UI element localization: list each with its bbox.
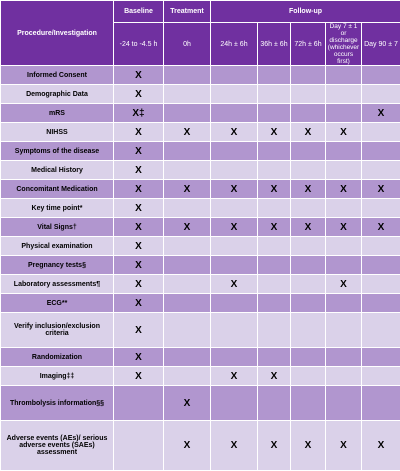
schedule-cell: X xyxy=(211,367,258,386)
table-row xyxy=(1,123,400,142)
schedule-cell xyxy=(362,123,400,142)
schedule-cell: X‡ xyxy=(114,104,164,123)
treatment-header: Treatment xyxy=(164,1,211,23)
row-label: Adverse events (AEs)/ serious adverse events (SAEs) assessment xyxy=(1,421,114,471)
schedule-cell xyxy=(211,85,258,104)
schedule-cell xyxy=(211,313,258,348)
table-row xyxy=(1,421,400,471)
schedule-cell: X xyxy=(326,218,362,237)
table-row xyxy=(1,66,400,85)
table-row xyxy=(1,348,400,367)
schedule-cell xyxy=(362,386,400,421)
schedule-cell xyxy=(326,66,362,85)
schedule-cell xyxy=(291,275,326,294)
schedule-cell xyxy=(211,104,258,123)
schedule-cell xyxy=(291,142,326,161)
schedule-cell: X xyxy=(114,348,164,367)
subheader-72h: 72h ± 6h xyxy=(291,23,326,66)
schedule-cell xyxy=(291,256,326,275)
baseline-header: Baseline xyxy=(114,1,164,23)
schedule-cell xyxy=(362,161,400,180)
schedule-cell xyxy=(164,275,211,294)
schedule-cell: X xyxy=(114,66,164,85)
schedule-cell: X xyxy=(114,85,164,104)
schedule-cell: X xyxy=(291,180,326,199)
schedule-cell xyxy=(164,161,211,180)
table-row xyxy=(1,180,400,199)
schedule-cell xyxy=(362,367,400,386)
schedule-cell xyxy=(291,313,326,348)
schedule-cell xyxy=(258,313,291,348)
schedule-cell: X xyxy=(114,180,164,199)
schedule-cell xyxy=(362,275,400,294)
schedule-cell: X xyxy=(326,180,362,199)
schedule-cell xyxy=(258,142,291,161)
schedule-cell xyxy=(164,66,211,85)
schedule-cell xyxy=(291,161,326,180)
schedule-cell xyxy=(362,199,400,218)
schedule-cell: X xyxy=(164,218,211,237)
row-label: Thrombolysis information§§ xyxy=(1,386,114,421)
schedule-cell xyxy=(258,66,291,85)
schedule-cell xyxy=(164,367,211,386)
schedule-cell xyxy=(258,275,291,294)
schedule-cell: X xyxy=(114,142,164,161)
schedule-cell xyxy=(362,313,400,348)
schedule-cell xyxy=(258,256,291,275)
table-row xyxy=(1,237,400,256)
schedule-cell xyxy=(291,237,326,256)
schedule-cell xyxy=(326,104,362,123)
schedule-cell xyxy=(258,199,291,218)
subheader-36h: 36h ± 6h xyxy=(258,23,291,66)
schedule-cell: X xyxy=(326,421,362,471)
table-row xyxy=(1,294,400,313)
schedule-cell: X xyxy=(291,218,326,237)
schedule-cell: X xyxy=(362,104,400,123)
schedule-cell xyxy=(362,294,400,313)
schedule-cell xyxy=(164,104,211,123)
table-row xyxy=(1,85,400,104)
schedule-cell: X xyxy=(291,123,326,142)
schedule-cell: X xyxy=(326,123,362,142)
schedule-cell xyxy=(211,66,258,85)
schedule-cell xyxy=(114,421,164,471)
row-label: mRS xyxy=(1,104,114,123)
schedule-cell xyxy=(326,386,362,421)
schedule-cell xyxy=(291,66,326,85)
schedule-cell xyxy=(164,237,211,256)
table-row xyxy=(1,199,400,218)
row-label: Verify inclusion/exclusion criteria xyxy=(1,313,114,348)
schedule-cell xyxy=(211,199,258,218)
schedule-cell xyxy=(362,237,400,256)
subheader-day7: Day 7 ± 1 or discharge (whichever occurs first) xyxy=(326,23,362,66)
schedule-cell: X xyxy=(114,367,164,386)
schedule-cell xyxy=(211,386,258,421)
schedule-cell: X xyxy=(211,218,258,237)
schedule-cell xyxy=(326,348,362,367)
schedule-cell: X xyxy=(211,275,258,294)
schedule-cell: X xyxy=(326,275,362,294)
schedule-cell xyxy=(164,348,211,367)
schedule-cell: X xyxy=(164,386,211,421)
schedule-cell xyxy=(164,85,211,104)
subheader-0h: 0h xyxy=(164,23,211,66)
schedule-cell: X xyxy=(114,275,164,294)
subheader-baseline: -24 to -4.5 h xyxy=(114,23,164,66)
schedule-cell: X xyxy=(114,313,164,348)
row-label: Concomitant Medication xyxy=(1,180,114,199)
row-label: Imaging‡‡ xyxy=(1,367,114,386)
schedule-cell: X xyxy=(291,421,326,471)
row-label: Randomization xyxy=(1,348,114,367)
schedule-cell xyxy=(362,348,400,367)
table-row xyxy=(1,256,400,275)
schedule-cell: X xyxy=(258,367,291,386)
schedule-cell: X xyxy=(211,123,258,142)
schedule-cell xyxy=(362,142,400,161)
table-row xyxy=(1,104,400,123)
row-label: Physical examination xyxy=(1,237,114,256)
row-label: Laboratory assessments¶ xyxy=(1,275,114,294)
schedule-cell xyxy=(211,142,258,161)
schedule-cell: X xyxy=(114,199,164,218)
subheader-day90: Day 90 ± 7 xyxy=(362,23,400,66)
schedule-cell: X xyxy=(362,218,400,237)
schedule-cell xyxy=(164,199,211,218)
schedule-cell: X xyxy=(164,123,211,142)
schedule-cell: X xyxy=(164,180,211,199)
schedule-cell xyxy=(326,199,362,218)
schedule-cell xyxy=(291,85,326,104)
table-row xyxy=(1,218,400,237)
row-label: Informed Consent xyxy=(1,66,114,85)
schedule-cell xyxy=(291,199,326,218)
schedule-cell xyxy=(291,386,326,421)
schedule-cell: X xyxy=(258,218,291,237)
schedule-cell xyxy=(326,256,362,275)
schedule-cell xyxy=(211,294,258,313)
schedule-cell xyxy=(258,348,291,367)
subheader-24h: 24h ± 6h xyxy=(211,23,258,66)
schedule-cell: X xyxy=(258,123,291,142)
schedule-cell: X xyxy=(258,421,291,471)
schedule-body xyxy=(1,66,400,471)
schedule-cell xyxy=(326,142,362,161)
table-row xyxy=(1,275,400,294)
schedule-cell: X xyxy=(211,421,258,471)
schedule-cell xyxy=(258,294,291,313)
schedule-cell: X xyxy=(164,421,211,471)
schedule-cell xyxy=(258,104,291,123)
schedule-cell xyxy=(211,256,258,275)
table-row xyxy=(1,367,400,386)
schedule-cell: X xyxy=(114,123,164,142)
table-row xyxy=(1,142,400,161)
schedule-cell: X xyxy=(114,161,164,180)
schedule-cell xyxy=(211,161,258,180)
row-label: Medical History xyxy=(1,161,114,180)
schedule-cell xyxy=(114,386,164,421)
schedule-cell: X xyxy=(362,180,400,199)
row-label: Demographic Data xyxy=(1,85,114,104)
table-row xyxy=(1,313,400,348)
schedule-cell xyxy=(362,66,400,85)
row-label: Pregnancy tests§ xyxy=(1,256,114,275)
schedule-cell xyxy=(326,237,362,256)
schedule-cell xyxy=(362,256,400,275)
schedule-cell xyxy=(326,367,362,386)
schedule-cell xyxy=(258,237,291,256)
schedule-cell xyxy=(291,367,326,386)
schedule-cell: X xyxy=(362,421,400,471)
schedule-cell xyxy=(164,313,211,348)
schedule-cell: X xyxy=(114,294,164,313)
row-label: ECG** xyxy=(1,294,114,313)
schedule-cell xyxy=(164,256,211,275)
schedule-cell xyxy=(326,161,362,180)
row-label: NIHSS xyxy=(1,123,114,142)
schedule-cell: X xyxy=(114,218,164,237)
schedule-cell: X xyxy=(114,256,164,275)
schedule-cell xyxy=(164,142,211,161)
schedule-cell xyxy=(258,386,291,421)
schedule-cell xyxy=(326,294,362,313)
schedule-cell xyxy=(258,161,291,180)
schedule-cell xyxy=(326,85,362,104)
table-row xyxy=(1,161,400,180)
schedule-cell xyxy=(291,104,326,123)
schedule-cell xyxy=(291,348,326,367)
schedule-cell xyxy=(291,294,326,313)
schedule-cell: X xyxy=(258,180,291,199)
schedule-cell: X xyxy=(114,237,164,256)
schedule-cell xyxy=(211,348,258,367)
procedure-header: Procedure/Investigation xyxy=(1,1,114,66)
schedule-cell xyxy=(211,237,258,256)
schedule-cell xyxy=(326,313,362,348)
row-label: Vital Signs† xyxy=(1,218,114,237)
table-row xyxy=(1,386,400,421)
row-label: Key time point* xyxy=(1,199,114,218)
schedule-cell xyxy=(164,294,211,313)
schedule-cell xyxy=(362,85,400,104)
schedule-cell: X xyxy=(211,180,258,199)
row-label: Symptoms of the disease xyxy=(1,142,114,161)
followup-header: Follow-up xyxy=(211,1,400,23)
schedule-cell xyxy=(258,85,291,104)
